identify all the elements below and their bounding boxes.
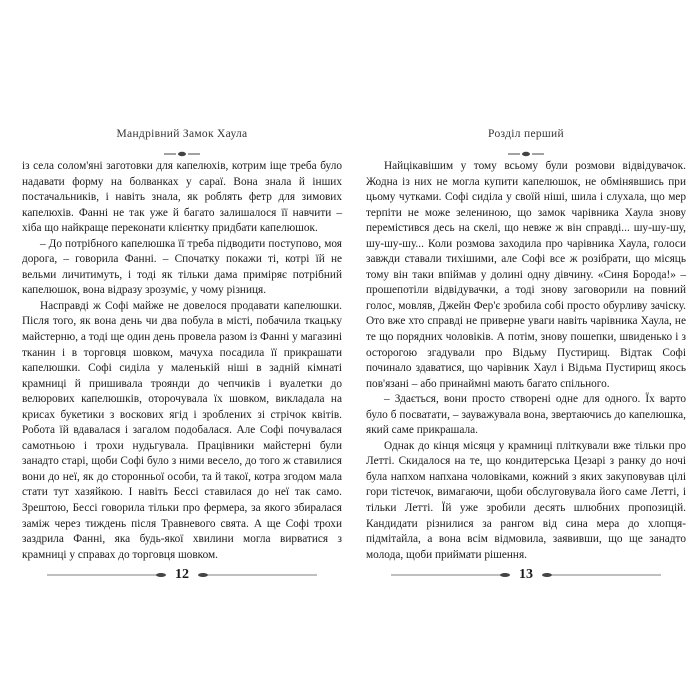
left-page [22,128,342,563]
left-body-text [22,159,342,563]
right-folio-ornament-left-icon [391,571,511,579]
paragraph: Насправді ж Софі майже не довелося продавати капелюшки. Після того, як вона день чи два побула в місті, побачила ткацьку майстерню, а тоді ще один день провела разом із Фанні у магазині тканин і в торговця шовком, мачуха посадила її прикрашати капелюшки. Софі сиділа у маленькій ніші в задній кімнаті крамниці й пришивала троянди до чепчиків і вуалетки до велюрових капелюшків, оторочувала їх шовком, викладала на крисах букетики з воскових ягід і зроблених зі стрічок квітів. Робота їй вдавалася і загалом подобалася. Але Софі почувалася самотньою і трохи нудьгувала. Працівники майстерні були занадто старі, щоби Софі було з ними весело, до того ж ставилися вони до неї, як до сторонньої особи, та й такої, котра згодом мала стати тут хазяйкою. І навіть Бессі ставилася до неї так само. Зрештою, Бессі говорила тільки про фермера, за якого збиралася заміж через тиждень після Травневого свята. А ще Софі трохи заздрила Фанні, яка будь-якої хвилини могла вирватися з крамниці у справах до торговця шовком. [22,299,342,561]
paragraph: Найцікавішим у тому всьому були розмови відвідувачок. Жодна із них не могла купити капелюшок, не обмінявшись при цьому чутками. Софі сиділа у своїй ніші, шила і слухала, що мер терпіти не може зелениною, що замок чарівника Хаула знову перемістився десь на скелі, що невже ж він справді... шу-шу-шу, шу-шу-шу... Коли розмова заходила про чарівника Хаула, голоси завжди ставали тихішими, але Софі все ж розібрати, що місяць тому він таки впіймав у долині одну дівчину. «Синя Борода!» – прошепотіли відвідувачки, а тоді знову заговорили на повний голос, мовляв, Джейн Фер'є зробила собі просто обурливу зачіску. Ото вже хто справді не приверне уваги навіть чарівника Хаула, не те що порядних чоловіків. А потім, знову пошепки, швиденько і з осторогою згадували про Відьму Пустирищ. Відтак Софі починало здаватися, що чарівник Хаул і Відьма Пустирищ якось пов'язані – або принаймні мають багато спільного. [366,160,686,390]
left-page-number: 12 [175,567,189,582]
right-running-head: Розділ перший [488,128,564,140]
paragraph: – Здається, вони просто створені одне для одного. Їх варто було б посватати, – зауважувала вона, звертаючись до капелюшка, який саме прикрашала. [366,393,686,437]
paragraph: із села солом'яні заготовки для капелюхів, котрим іще треба було надавати форму на болванках у сараї. Вона знала й інших постачальників, і навіть знала, як роблять фетр для зимових капелюхів. Фанні не так уже й багато залишалося її навчити – хіба що найкраще переконати клієнтку придбати капелюшок. [22,160,342,235]
left-head-ornament-icon [22,143,342,153]
paragraph: Однак до кінця місяця у крамниці пліткували вже тільки про Летті. Скидалося на те, що кондитерська Цезарі з ранку до ночі була напхом напхана чоловіками, кожний з яких закуповував цілі гори тістечок, вимагаючи, щоби обслуговувала його саме Летті, і тільки Летті. Їй уже зробили десять шлюбних пропозицій. Кандидати різнилися за рангом від сина мера до хлопця-підмітайла, а вона всім відмовила, заявивши, що ще занадто молода, щоби приймати рішення. [366,439,686,561]
right-body-text [366,159,686,563]
right-head-ornament-icon [366,143,686,153]
right-folio-ornament-right-icon [541,571,661,579]
left-folio-ornament-right-icon [197,571,317,579]
right-page-number: 13 [519,567,533,582]
paragraph: – До потрібного капелюшка її треба підводити поступово, моя дорога, – говорила Фанні. – Спочатку покажи ті, котрі їй не вельми личитимуть, і тоді як тільки дама приміряє потрібний капелюшок, вона відразу зрозуміє, у чому різниця. [22,237,342,297]
right-page [366,128,686,563]
left-running-head: Мандрівний Замок Хаула [116,128,248,140]
right-folio [366,565,686,585]
left-folio [22,565,342,585]
left-folio-ornament-left-icon [47,571,167,579]
